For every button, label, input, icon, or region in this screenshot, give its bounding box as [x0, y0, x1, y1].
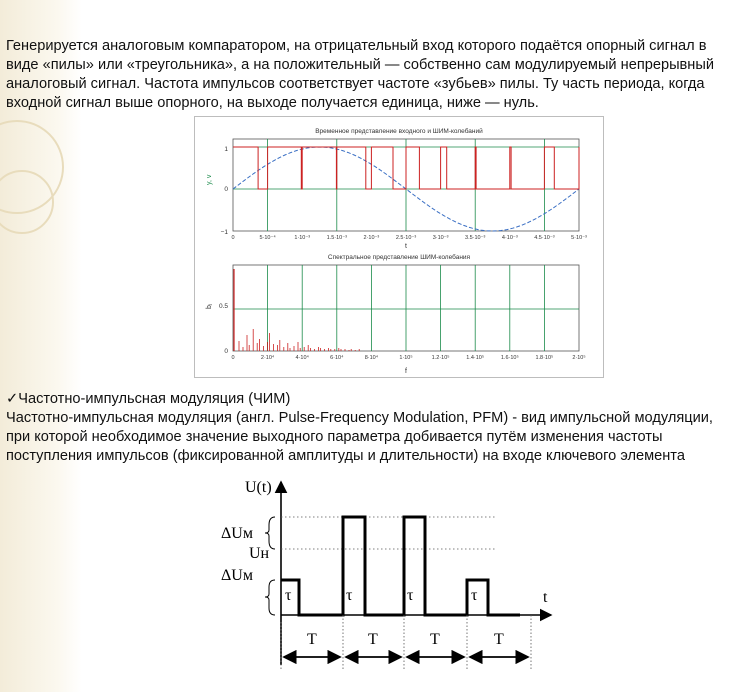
bottom-xtick-label: 8·10⁴ — [364, 355, 379, 361]
bottom-xtick-label: 1·10⁵ — [399, 355, 413, 361]
pwm-signal-curve — [233, 147, 579, 189]
period-label-1: T — [307, 631, 317, 648]
bottom-xtick-label: 2·10⁵ — [572, 355, 586, 361]
bottom-xtick-label: 1.4·10⁵ — [466, 355, 485, 361]
top-xtick-label: 3.5·10⁻³ — [465, 235, 486, 241]
pfm-heading: ✓Частотно-импульсная модуляция (ЧИМ) — [6, 391, 291, 407]
top-xlabel: t — [405, 243, 407, 250]
pfm-section — [6, 390, 741, 466]
bottom-xtick-label: 2·10⁴ — [260, 355, 275, 361]
bottom-xtick-label: 4·10⁴ — [295, 355, 309, 361]
top-ytick-1: 1 — [224, 146, 228, 153]
bottom-xtick-label: 0 — [231, 355, 235, 361]
top-xtick-label: 5·10⁻⁴ — [259, 235, 276, 241]
delta-u-top-label: ΔUм — [221, 525, 253, 542]
pwm-figure-svg — [195, 117, 603, 377]
top-xtick-label: 3·10⁻³ — [432, 235, 449, 241]
x-axis-label: t — [543, 589, 548, 606]
bottom-xtick-label: 1.6·10⁵ — [500, 355, 519, 361]
bottom-ylabel: bⱼ — [206, 303, 213, 309]
top-xtick-label: 2·10⁻³ — [363, 235, 380, 241]
top-xtick-label: 4.5·10⁻³ — [534, 235, 555, 241]
tau-label-4: τ — [471, 587, 478, 604]
period-label-2: T — [368, 631, 378, 648]
spectrum-lines — [234, 269, 359, 351]
top-xtick-label: 1.5·10⁻³ — [326, 235, 347, 241]
bottom-x-ticks — [231, 354, 585, 361]
bottom-ytick-0: 0 — [224, 348, 228, 355]
top-xtick-label: 5·10⁻³ — [571, 235, 587, 241]
top-xtick-label: 1·10⁻³ — [294, 235, 311, 241]
tau-label-1: τ — [285, 587, 292, 604]
delta-bottom-brace — [265, 580, 275, 615]
bottom-chart-title: Спектральное представление ШИМ-колебания — [327, 254, 471, 261]
top-xtick-label: 4·10⁻³ — [501, 235, 518, 241]
pfm-diagram-svg — [205, 470, 575, 692]
pfm-paragraph: Частотно-импульсная модуляция (англ. Pulse-Frequency Modulation, PFM) - вид импульсной модуляции, при которой необходимое значение выходного параметра добивается путём изменения частоты поступления импульсов (фиксированной амплитуды и длительности) на входе ключевого элемента — [6, 410, 713, 464]
intro-paragraph: Генерируется аналоговым компаратором, на отрицательный вход которого подаётся опорный сигнал в виде «пилы» или «треугольника», а на положительный — собственно сам модулируемый непрерывный аналоговый сигнал. Частота импульсов соответствует частоте «зубьев» пилы. Ту часть периода, когда входной сигнал выше опорного, на выходе получается единица, ниже — нуль. — [6, 38, 715, 111]
pulse-waveform — [281, 517, 520, 615]
tau-label-3: τ — [407, 587, 414, 604]
bottom-ytick-05: 0.5 — [218, 303, 228, 310]
delta-u-bottom-label: ΔUм — [221, 567, 253, 584]
u-level-label: Uн — [249, 545, 270, 562]
top-ytick-minus1: −1 — [220, 229, 228, 236]
top-x-ticks — [231, 234, 587, 241]
top-xtick-label: 0 — [231, 235, 235, 241]
period-label-3: T — [430, 631, 440, 648]
top-xtick-label: 2.5·10⁻³ — [395, 235, 417, 241]
y-axis-label: U(t) — [245, 479, 272, 496]
top-ylabel: y, v — [206, 174, 213, 185]
bottom-xtick-label: 6·10⁴ — [330, 355, 344, 361]
bottom-xlabel: f — [405, 368, 407, 375]
period-label-4: T — [494, 631, 504, 648]
top-chart-title: Временное представление входного и ШИМ-колебаний — [315, 128, 483, 135]
bottom-xtick-label: 1.2·10⁵ — [431, 355, 450, 361]
top-ytick-0: 0 — [224, 186, 228, 193]
pfm-diagram — [205, 470, 575, 692]
bottom-xtick-label: 1.8·10⁵ — [535, 355, 554, 361]
bottom-chart-grid — [233, 265, 579, 351]
tau-label-2: τ — [346, 587, 353, 604]
pwm-figure — [194, 116, 604, 378]
